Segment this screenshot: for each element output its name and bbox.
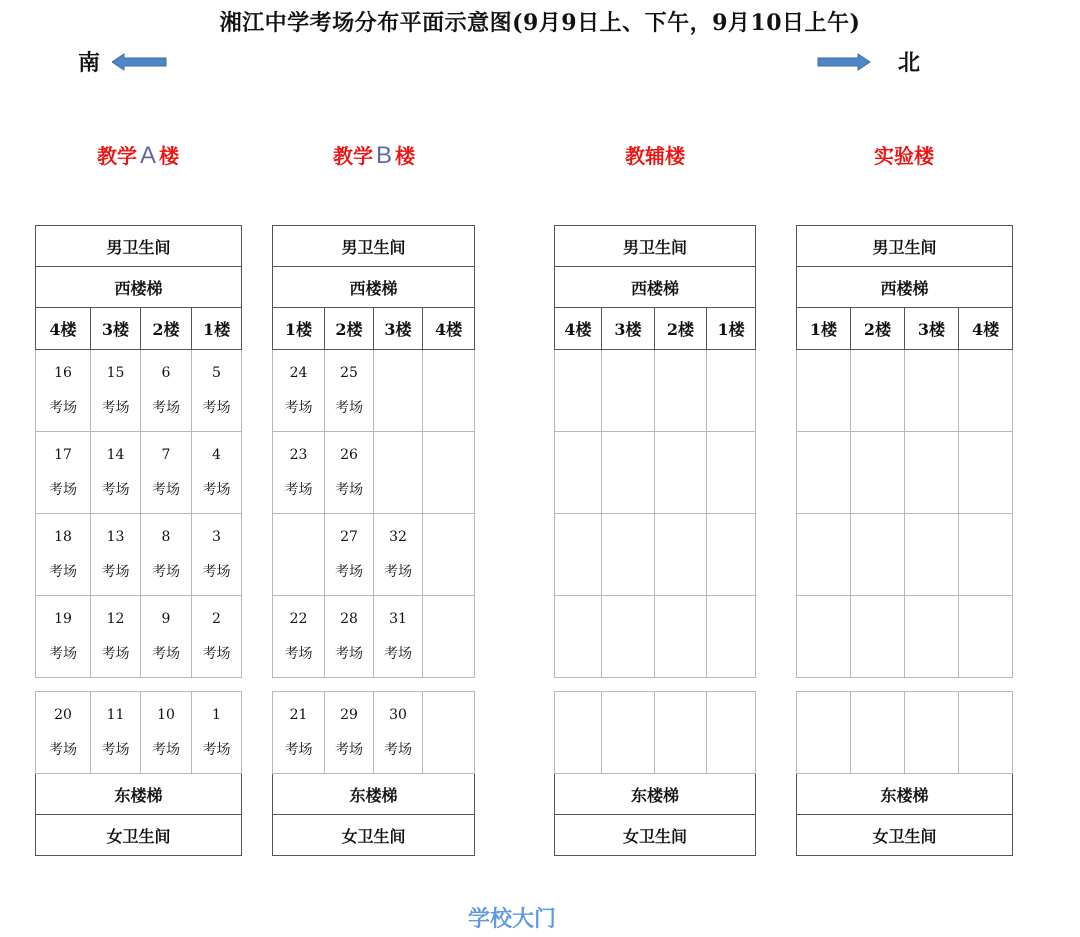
exam-room-label: 考场 — [49, 481, 77, 498]
exam-room-cell — [91, 692, 141, 774]
empty-room-cell — [905, 350, 959, 432]
empty-room-cell — [851, 350, 905, 432]
exam-room-label: 考场 — [49, 563, 77, 580]
empty-room-cell — [602, 596, 655, 678]
facility-cell: 男卫生间 — [555, 226, 756, 267]
direction-south: 南 — [78, 50, 101, 76]
exam-room-number: 5 — [212, 364, 221, 381]
exam-room-cell — [325, 432, 374, 514]
exam-room-number: 30 — [389, 706, 407, 723]
exam-room-number: 17 — [54, 446, 72, 463]
exam-room-number: 22 — [289, 610, 308, 627]
exam-room-number: 20 — [54, 706, 72, 723]
exam-room-cell — [325, 596, 374, 678]
exam-room-label: 考场 — [335, 645, 363, 662]
empty-room-cell — [707, 692, 756, 774]
empty-room-cell — [959, 596, 1013, 678]
exam-room-label: 考场 — [284, 481, 313, 498]
exam-room-number: 6 — [161, 364, 171, 381]
empty-room-cell — [707, 432, 756, 514]
empty-room-cell — [423, 350, 475, 432]
exam-room-number: 4 — [212, 446, 221, 463]
exam-room-cell — [273, 350, 325, 432]
exam-room-number: 18 — [54, 528, 72, 545]
exam-room-number: 19 — [54, 610, 72, 627]
empty-room-cell — [655, 514, 707, 596]
empty-room-cell — [555, 596, 602, 678]
empty-room-cell — [851, 432, 905, 514]
exam-room-label: 考场 — [49, 645, 77, 662]
empty-room-cell — [905, 596, 959, 678]
facility-cell: 西楼梯 — [36, 267, 242, 308]
empty-room-cell — [602, 432, 655, 514]
exam-room-label: 考场 — [202, 741, 231, 758]
exam-room-cell — [325, 692, 374, 774]
empty-room-cell — [797, 350, 851, 432]
empty-room-cell — [655, 692, 707, 774]
exam-room-label: 考场 — [384, 645, 412, 662]
building-title-a: 教学 A 楼 — [96, 142, 179, 169]
empty-room-cell — [707, 596, 756, 678]
exam-room-label: 考场 — [101, 481, 130, 498]
facility-cell: 女卫生间 — [36, 815, 242, 856]
empty-room-cell — [555, 350, 602, 432]
empty-room-cell — [797, 596, 851, 678]
exam-room-cell — [374, 596, 423, 678]
exam-room-label: 考场 — [284, 399, 313, 416]
exam-room-label: 考场 — [202, 481, 231, 498]
exam-room-number: 23 — [289, 446, 308, 463]
building-upper-block — [554, 225, 755, 678]
exam-room-label: 考场 — [152, 741, 180, 758]
exam-room-cell — [325, 350, 374, 432]
exam-room-number: 25 — [340, 364, 358, 381]
exam-room-cell — [91, 596, 141, 678]
building-title-aux: 教辅楼 — [625, 144, 685, 168]
exam-room-label: 考场 — [384, 563, 412, 580]
empty-room-cell — [602, 514, 655, 596]
exam-room-cell — [192, 350, 242, 432]
exam-room-number: 13 — [106, 528, 125, 545]
floor-label: 4楼 — [36, 308, 91, 350]
floor-label: 1楼 — [707, 308, 756, 350]
exam-room-cell — [192, 692, 242, 774]
facility-cell: 东楼梯 — [797, 774, 1013, 815]
floor-label: 1楼 — [192, 308, 242, 350]
floor-label: 1楼 — [797, 308, 851, 350]
empty-room-cell — [423, 514, 475, 596]
building-upper-block — [272, 225, 474, 678]
empty-room-cell — [273, 514, 325, 596]
exam-room-number: 14 — [106, 446, 125, 463]
facility-cell: 女卫生间 — [797, 815, 1013, 856]
facility-cell: 女卫生间 — [273, 815, 475, 856]
exam-room-cell — [36, 596, 91, 678]
exam-room-cell — [192, 514, 242, 596]
exam-room-cell — [36, 432, 91, 514]
empty-room-cell — [959, 514, 1013, 596]
exam-room-number: 27 — [340, 528, 358, 545]
exam-room-number: 10 — [157, 706, 175, 723]
exam-room-cell — [192, 432, 242, 514]
facility-cell: 东楼梯 — [36, 774, 242, 815]
exam-room-label: 考场 — [49, 741, 77, 758]
empty-room-cell — [374, 432, 423, 514]
exam-room-number: 8 — [161, 528, 171, 545]
empty-room-cell — [959, 692, 1013, 774]
exam-room-cell — [141, 514, 192, 596]
exam-room-label: 考场 — [152, 563, 180, 580]
exam-room-cell — [374, 514, 423, 596]
empty-room-cell — [655, 350, 707, 432]
exam-room-cell — [91, 514, 141, 596]
building-lower-block — [272, 691, 474, 856]
exam-room-number: 7 — [161, 446, 171, 463]
empty-room-cell — [905, 692, 959, 774]
exam-room-number: 3 — [212, 528, 221, 545]
facility-cell: 西楼梯 — [273, 267, 475, 308]
building-upper-block — [796, 225, 1012, 678]
empty-room-cell — [555, 514, 602, 596]
exam-room-number: 9 — [161, 610, 171, 627]
building-title-b: 教学 B 楼 — [332, 142, 415, 169]
exam-room-number: 11 — [106, 706, 125, 723]
exam-room-cell — [36, 692, 91, 774]
exam-room-cell — [192, 596, 242, 678]
exam-room-cell — [141, 596, 192, 678]
floor-label: 1楼 — [273, 308, 325, 350]
exam-room-label: 考场 — [202, 645, 231, 662]
empty-room-cell — [959, 432, 1013, 514]
floor-label: 4楼 — [555, 308, 602, 350]
facility-cell: 东楼梯 — [273, 774, 475, 815]
school-gate-label: 学校大门 — [467, 906, 556, 932]
empty-room-cell — [555, 432, 602, 514]
empty-room-cell — [602, 692, 655, 774]
exam-room-label: 考场 — [284, 645, 313, 662]
building-lower-block — [554, 691, 755, 856]
exam-room-number: 32 — [389, 528, 407, 545]
floor-label: 3楼 — [91, 308, 141, 350]
exam-room-number: 28 — [340, 610, 358, 627]
floor-label: 2楼 — [851, 308, 905, 350]
floor-label: 3楼 — [374, 308, 423, 350]
empty-room-cell — [423, 692, 475, 774]
exam-room-label: 考场 — [101, 645, 130, 662]
exam-room-cell — [36, 514, 91, 596]
building-title-lab: 实验楼 — [874, 144, 934, 168]
exam-room-label: 考场 — [101, 741, 130, 758]
facility-cell: 女卫生间 — [555, 815, 756, 856]
exam-room-label: 考场 — [202, 399, 231, 416]
facility-cell: 男卫生间 — [273, 226, 475, 267]
exam-room-label: 考场 — [202, 563, 231, 580]
exam-room-label: 考场 — [152, 645, 180, 662]
exam-room-cell — [374, 692, 423, 774]
building-lower-block — [796, 691, 1012, 856]
arrow-left-icon — [112, 53, 168, 71]
exam-room-cell — [141, 350, 192, 432]
empty-room-cell — [797, 514, 851, 596]
facility-cell: 男卫生间 — [797, 226, 1013, 267]
empty-room-cell — [374, 350, 423, 432]
exam-room-number: 15 — [106, 364, 125, 381]
floor-label: 2楼 — [325, 308, 374, 350]
exam-room-cell — [36, 350, 91, 432]
empty-room-cell — [905, 432, 959, 514]
floor-label: 2楼 — [141, 308, 192, 350]
exam-room-number: 16 — [54, 364, 72, 381]
empty-room-cell — [851, 514, 905, 596]
exam-room-cell — [273, 596, 325, 678]
floor-label: 4楼 — [959, 308, 1013, 350]
exam-room-number: 21 — [289, 706, 308, 723]
exam-room-number: 2 — [212, 610, 221, 627]
empty-room-cell — [707, 350, 756, 432]
exam-room-label: 考场 — [335, 481, 363, 498]
empty-room-cell — [797, 432, 851, 514]
building-upper-block — [35, 225, 241, 678]
empty-room-cell — [851, 596, 905, 678]
exam-room-label: 考场 — [152, 399, 180, 416]
empty-room-cell — [851, 692, 905, 774]
floor-label: 3楼 — [602, 308, 655, 350]
exam-room-cell — [141, 432, 192, 514]
exam-room-number: 31 — [389, 610, 407, 627]
empty-room-cell — [555, 692, 602, 774]
floor-label: 4楼 — [423, 308, 475, 350]
exam-room-label: 考场 — [335, 741, 363, 758]
exam-room-label: 考场 — [284, 741, 313, 758]
exam-room-label: 考场 — [101, 563, 130, 580]
direction-north: 北 — [898, 50, 921, 76]
exam-room-label: 考场 — [152, 481, 180, 498]
empty-room-cell — [797, 692, 851, 774]
empty-room-cell — [707, 514, 756, 596]
exam-room-number: 24 — [289, 364, 308, 381]
exam-room-label: 考场 — [49, 399, 77, 416]
exam-room-label: 考场 — [335, 563, 363, 580]
empty-room-cell — [423, 432, 475, 514]
floor-label: 2楼 — [655, 308, 707, 350]
exam-room-label: 考场 — [335, 399, 363, 416]
exam-room-number: 1 — [212, 706, 221, 723]
exam-room-number: 12 — [106, 610, 125, 627]
facility-cell: 西楼梯 — [555, 267, 756, 308]
exam-room-number: 26 — [340, 446, 358, 463]
exam-room-cell — [91, 432, 141, 514]
empty-room-cell — [655, 596, 707, 678]
empty-room-cell — [655, 432, 707, 514]
building-lower-block — [35, 691, 241, 856]
facility-cell: 西楼梯 — [797, 267, 1013, 308]
facility-cell: 男卫生间 — [36, 226, 242, 267]
exam-room-cell — [273, 692, 325, 774]
exam-room-cell — [325, 514, 374, 596]
exam-room-label: 考场 — [101, 399, 130, 416]
arrow-right-icon — [816, 53, 872, 71]
page-title: 湘江中学考场分布平面示意图(9月9日上、下午，9月10日上午) — [219, 10, 861, 36]
empty-room-cell — [959, 350, 1013, 432]
exam-room-number: 29 — [340, 706, 358, 723]
exam-room-cell — [141, 692, 192, 774]
empty-room-cell — [602, 350, 655, 432]
empty-room-cell — [905, 514, 959, 596]
exam-room-cell — [91, 350, 141, 432]
facility-cell: 东楼梯 — [555, 774, 756, 815]
exam-room-cell — [273, 432, 325, 514]
empty-room-cell — [423, 596, 475, 678]
floor-label: 3楼 — [905, 308, 959, 350]
exam-room-label: 考场 — [384, 741, 412, 758]
